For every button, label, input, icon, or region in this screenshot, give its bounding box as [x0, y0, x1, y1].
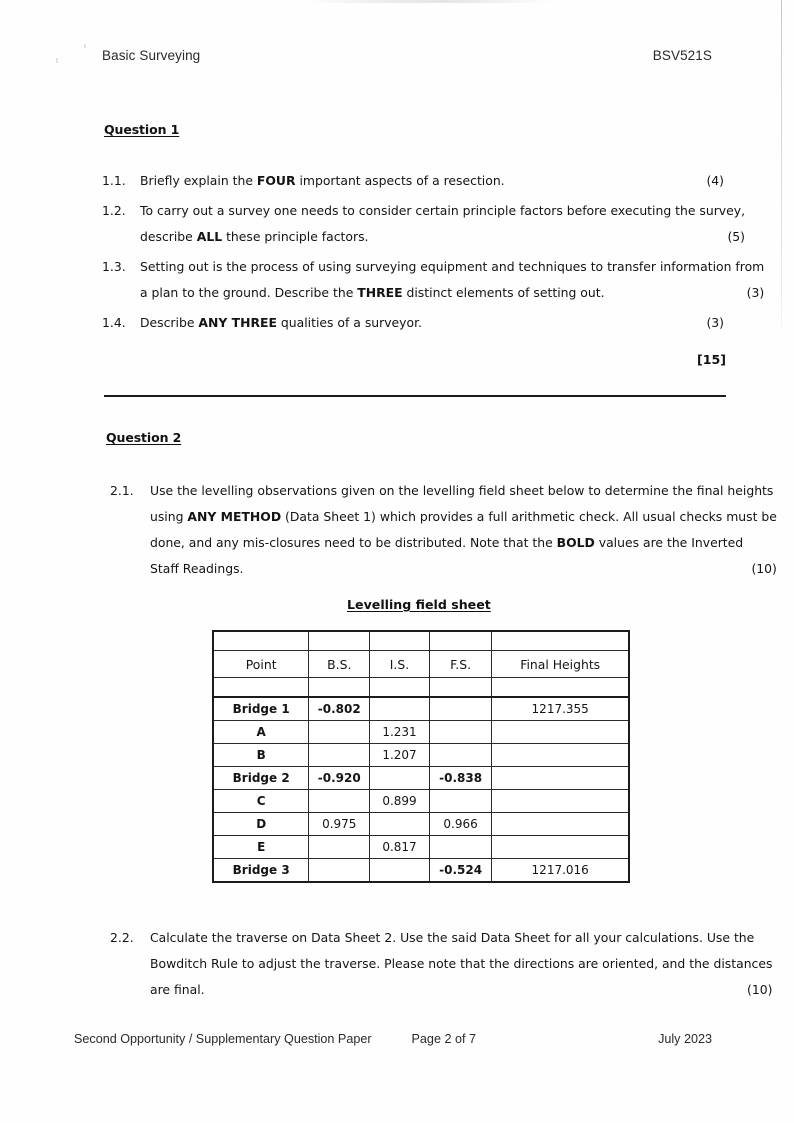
- table-cell-empty: [370, 631, 430, 651]
- table-row: [213, 859, 629, 883]
- question-text-line: [150, 530, 777, 556]
- question-body: [150, 925, 772, 1003]
- scan-speck: [56, 58, 58, 63]
- question-body: [140, 168, 724, 194]
- question-body: [140, 254, 764, 306]
- table-column-header: B.S.: [309, 651, 370, 678]
- question-text: done, and any mis-closures need to be distributed. Note that the BOLD values are the Inverted: [150, 535, 744, 550]
- table-cell-empty: [213, 631, 309, 651]
- table-cell-fh: [492, 721, 629, 744]
- table-cell-fs: [429, 697, 492, 721]
- table-row: [213, 836, 629, 859]
- table-cell-fh: [492, 744, 629, 767]
- question-number: 1.1.: [102, 173, 126, 188]
- table-cell-bs: -0.802: [309, 697, 370, 721]
- question-number: 2.2.: [110, 930, 134, 945]
- question-text: Setting out is the process of using surveying equipment and techniques to transfer information from: [140, 259, 765, 274]
- question-item-2.2: [110, 925, 773, 1003]
- table-cell-is: 0.817: [370, 836, 430, 859]
- table-row: [213, 721, 629, 744]
- question-text: To carry out a survey one needs to consider certain principle factors before executing the survey,: [140, 203, 746, 218]
- table-row: [213, 697, 629, 721]
- table-cell-empty: [429, 678, 492, 698]
- table-cell-point: Bridge 2: [213, 767, 309, 790]
- table-cell-fs: [429, 721, 492, 744]
- table-cell-point: Bridge 3: [213, 859, 309, 883]
- question-item-1.3: [102, 254, 765, 306]
- table-spacer-row-below-header: [213, 678, 629, 698]
- table-row: [213, 813, 629, 836]
- table-cell-empty: [213, 678, 309, 698]
- table-cell-point: Bridge 1: [213, 697, 309, 721]
- question-text: Staff Readings.: [150, 561, 244, 576]
- table-row: [213, 744, 629, 767]
- table-cell-is: [370, 859, 430, 883]
- section-divider: [104, 395, 726, 397]
- table-cell-bs: [309, 790, 370, 813]
- levelling-field-sheet: [212, 630, 630, 883]
- table-cell-fs: [429, 790, 492, 813]
- question-text: Calculate the traverse on Data Sheet 2. Use the said Data Sheet for all your calculations. Use the: [150, 930, 755, 945]
- question-text: using ANY METHOD (Data Sheet 1) which provides a full arithmetic check. All usual checks must be: [150, 509, 777, 524]
- table-cell-fs: [429, 836, 492, 859]
- table-column-header: Point: [213, 651, 309, 678]
- question-text-line: [140, 168, 724, 194]
- table-cell-empty: [429, 631, 492, 651]
- question-number: 1.3.: [102, 259, 126, 274]
- table-cell-point: E: [213, 836, 309, 859]
- table-cell-point: D: [213, 813, 309, 836]
- table-cell-empty: [309, 678, 370, 698]
- subject-title: Basic Surveying: [102, 48, 201, 63]
- table-cell-fh: [492, 767, 629, 790]
- table-cell-is: [370, 697, 430, 721]
- table-cell-point: B: [213, 744, 309, 767]
- table-row: [213, 767, 629, 790]
- emphasis-term: ALL: [196, 229, 223, 244]
- table-cell-fs: -0.524: [429, 859, 492, 883]
- table-cell-is: [370, 767, 430, 790]
- table-cell-bs: [309, 859, 370, 883]
- table-column-header: F.S.: [429, 651, 492, 678]
- question-text-line: [150, 556, 777, 582]
- table-cell-fh: [492, 836, 629, 859]
- levelling-table-title: Levelling field sheet: [347, 597, 491, 612]
- table-cell-bs: [309, 721, 370, 744]
- question-mark-allocation: (3): [706, 315, 724, 330]
- table-row: [213, 790, 629, 813]
- emphasis-term: ANY THREE: [198, 315, 277, 330]
- table-cell-is: 1.207: [370, 744, 430, 767]
- question-text: Briefly explain the FOUR important aspects of a resection.: [140, 173, 505, 188]
- question-mark-allocation: (3): [746, 285, 765, 300]
- table-cell-bs: [309, 744, 370, 767]
- table-cell-fs: 0.966: [429, 813, 492, 836]
- question-1-heading: Question 1: [104, 122, 180, 137]
- scan-speck: [84, 44, 86, 48]
- question-text-line: [150, 925, 772, 951]
- table-column-header: Final Heights: [492, 651, 629, 678]
- question-text: a plan to the ground. Describe the THREE distinct elements of setting out.: [140, 285, 605, 300]
- footer-date: July 2023: [658, 1032, 712, 1046]
- question-number: 2.1.: [110, 483, 134, 498]
- emphasis-term: FOUR: [256, 173, 296, 188]
- scan-artifact-right-edge: [781, 0, 782, 330]
- question-text: describe ALL these principle factors.: [140, 229, 369, 244]
- page-footer: [74, 1032, 720, 1046]
- question-mark-allocation: (5): [727, 229, 746, 244]
- question-number: 1.4.: [102, 315, 126, 330]
- question-item-2.1: [110, 478, 777, 582]
- course-code: BSV521S: [652, 48, 712, 63]
- table-cell-empty: [492, 631, 629, 651]
- question-item-1.4: [102, 310, 724, 336]
- question-body: [150, 478, 777, 582]
- table-cell-is: [370, 813, 430, 836]
- footer-page-number: Page 2 of 7: [411, 1032, 476, 1046]
- question-text: are final.: [150, 982, 205, 997]
- question-text: Bowditch Rule to adjust the traverse. Please note that the directions are oriented, and the distances: [150, 956, 773, 971]
- question-text-line: [150, 951, 772, 977]
- table-cell-point: C: [213, 790, 309, 813]
- question-mark-allocation: (10): [751, 561, 777, 576]
- question-text: Use the levelling observations given on the levelling field sheet below to determine the final heights: [150, 483, 774, 498]
- table-cell-bs: 0.975: [309, 813, 370, 836]
- table-cell-empty: [492, 678, 629, 698]
- table-cell-point: A: [213, 721, 309, 744]
- table-cell-fh: [492, 790, 629, 813]
- question-text-line: [150, 478, 777, 504]
- table-cell-empty: [370, 678, 430, 698]
- question-text-line: [150, 504, 777, 530]
- scan-artifact-top: [0, 0, 794, 3]
- emphasis-term: BOLD: [556, 535, 595, 550]
- table-cell-fh: 1217.355: [492, 697, 629, 721]
- table-cell-is: 0.899: [370, 790, 430, 813]
- question-body: [140, 198, 745, 250]
- emphasis-term: ANY METHOD: [187, 509, 282, 524]
- table-spacer-row-top: [213, 631, 629, 651]
- table-column-header: I.S.: [370, 651, 430, 678]
- question-text-line: [150, 977, 772, 1003]
- question-number: 1.2.: [102, 203, 126, 218]
- question-item-1.1: [102, 168, 724, 194]
- table-header-row: [213, 651, 629, 678]
- question-text-line: [140, 280, 764, 306]
- question-text-line: [140, 254, 764, 280]
- table-cell-fh: 1217.016: [492, 859, 629, 883]
- question-mark-allocation: (4): [706, 173, 724, 188]
- table-cell-bs: [309, 836, 370, 859]
- question-2-heading: Question 2: [106, 430, 182, 445]
- page-header: [102, 48, 724, 63]
- question-text-line: [140, 310, 724, 336]
- table-cell-bs: -0.920: [309, 767, 370, 790]
- question-item-1.2: [102, 198, 746, 250]
- table-cell-empty: [309, 631, 370, 651]
- question-body: [140, 310, 724, 336]
- footer-paper-type: Second Opportunity / Supplementary Question Paper: [74, 1032, 372, 1046]
- question-mark-allocation: (10): [747, 982, 773, 997]
- question-text: Describe ANY THREE qualities of a surveyor.: [140, 315, 422, 330]
- emphasis-term: THREE: [357, 285, 403, 300]
- table-cell-fs: [429, 744, 492, 767]
- table-cell-fs: -0.838: [429, 767, 492, 790]
- table-cell-fh: [492, 813, 629, 836]
- question-1-total-mark: [15]: [696, 352, 726, 367]
- question-text-line: [140, 224, 745, 250]
- table-cell-is: 1.231: [370, 721, 430, 744]
- question-text-line: [140, 198, 745, 224]
